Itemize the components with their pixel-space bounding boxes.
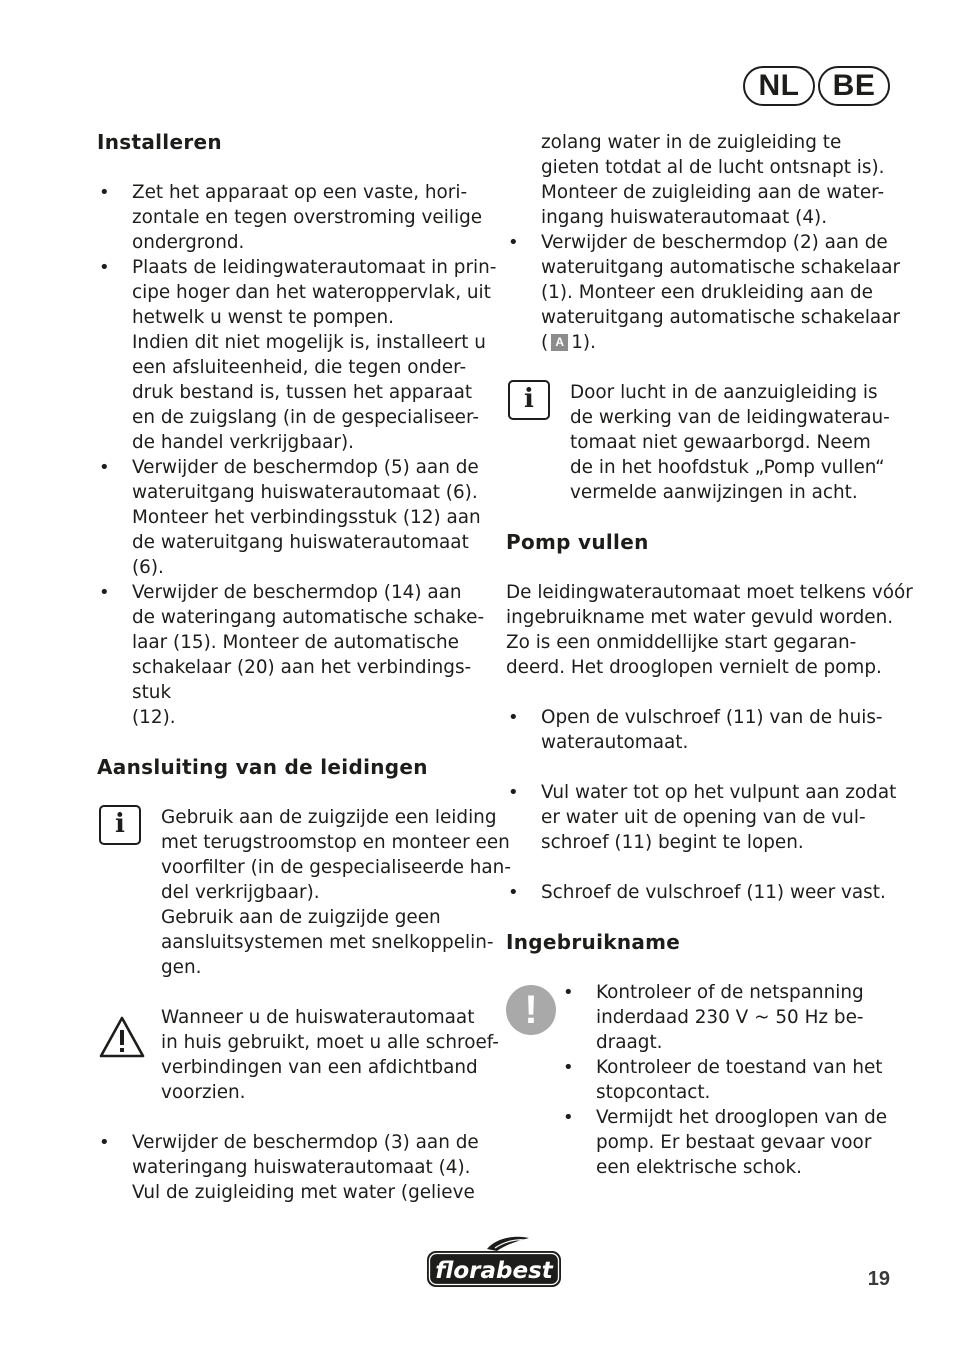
- list-item: [97, 255, 497, 455]
- text-line: een elektrische schok.: [596, 1157, 803, 1178]
- text-line: Indien dit niet mogelijk is, installeert u: [132, 332, 486, 353]
- text-line: pomp. Er bestaat gevaar voor: [596, 1132, 872, 1153]
- text-line: • Open de vulschroef (11) van de huis-: [541, 707, 883, 728]
- text-line: deerd. Het drooglopen vernielt de pomp.: [506, 657, 882, 678]
- exclamation-icon: !: [506, 985, 556, 1035]
- text-line: (6).: [132, 557, 164, 578]
- text-line: stuk: [132, 682, 172, 703]
- text-line: cipe hoger dan het wateroppervlak, uit: [132, 282, 491, 303]
- text-line: zontale en tegen overstroming veilige: [132, 207, 483, 228]
- list-item: [97, 1130, 487, 1205]
- fill-list: [506, 705, 898, 905]
- connection-list: [97, 1130, 487, 1205]
- text-line: • Vul water tot op het vulpunt aan zodat: [541, 782, 897, 803]
- heading-ingebruikname: Ingebruikname: [506, 930, 681, 954]
- warning-note-text: [161, 1005, 499, 1105]
- text-line: • Vermijdt het drooglopen van de: [596, 1107, 888, 1128]
- info-icon: i: [508, 380, 550, 420]
- text-line: • Verwijder de beschermdop (14) aan: [132, 582, 462, 603]
- text-line: hetwelk u wenst te pompen.: [132, 307, 394, 328]
- text-line: een afsluiteenheid, die tegen onder-: [132, 357, 467, 378]
- fill-intro: [506, 580, 913, 680]
- text-line: met terugstroomstop en monteer een: [161, 832, 510, 853]
- text-line: de wateruitgang huiswaterautomaat: [132, 532, 469, 553]
- text-line: • Schroef de vulschroef (11) weer vast.: [541, 882, 886, 903]
- paren-close: 1).: [571, 332, 596, 353]
- info-note-right: [506, 380, 898, 505]
- text-line: Vul de zuigleiding met water (gelieve: [132, 1182, 475, 1203]
- warning-icon: [99, 1015, 145, 1059]
- text-line: (1). Monteer een drukleiding aan de: [541, 282, 873, 303]
- text-line: del verkrijgbaar).: [161, 882, 320, 903]
- info-note-text: [161, 805, 511, 980]
- text-line: zolang water in de zuigleiding te: [541, 132, 842, 153]
- text-line: • Kontroleer of de netspanning: [596, 982, 864, 1003]
- text-line: • Zet het apparaat op een vaste, hori-: [132, 182, 468, 203]
- text-line: verbindingen van een afdichtband: [161, 1057, 478, 1078]
- list-item: [506, 230, 901, 355]
- text-line: Door lucht in de aanzuigleiding is: [570, 382, 878, 403]
- left-column: [97, 130, 511, 1205]
- warning-note: [97, 1005, 499, 1105]
- text-line: draagt.: [596, 1032, 663, 1053]
- list-item: [97, 180, 487, 255]
- text-line: in huis gebruikt, moet u alle schroef-: [161, 1032, 499, 1053]
- heading-installeren: Installeren: [97, 130, 222, 154]
- text-line: inderdaad 230 V ~ 50 Hz be-: [596, 1007, 864, 1028]
- paren-open: (: [541, 332, 549, 353]
- list-item: [561, 980, 898, 1055]
- text-line: tomaat niet gewaarborgd. Neem: [570, 432, 871, 453]
- text-line: druk bestand is, tussen het apparaat: [132, 382, 473, 403]
- text-line: Gebruik aan de zuigzijde een leiding: [161, 807, 497, 828]
- text-line: vermelde aanwijzingen in acht.: [570, 482, 858, 503]
- text-line: laar (15). Monteer de automatische: [132, 632, 459, 653]
- logo-text: florabest: [435, 1258, 553, 1284]
- text-line: aansluitsystemen met snelkoppelin-: [161, 932, 494, 953]
- language-badge-nl: NL: [743, 66, 815, 106]
- text-line: Wanneer u de huiswaterautomaat: [161, 1007, 475, 1028]
- text-line: wateruitgang automatische schakelaar: [541, 307, 901, 328]
- text-line: gieten totdat al de lucht ontsnapt is).: [541, 157, 885, 178]
- text-line: gen.: [161, 957, 202, 978]
- list-item: [97, 580, 487, 730]
- outlet-list: [506, 230, 901, 355]
- text-line: • Verwijder de beschermdop (5) aan de: [132, 457, 479, 478]
- page-number: 19: [867, 1268, 890, 1290]
- info-note-text: [570, 380, 898, 505]
- text-line: wateruitgang automatische schakelaar: [541, 257, 901, 278]
- text-line: (12).: [132, 707, 176, 728]
- list-item: [561, 1055, 898, 1105]
- info-note-left: [97, 805, 511, 980]
- text-line: Gebruik aan de zuigzijde geen: [161, 907, 441, 928]
- text-line: voorzien.: [161, 1082, 246, 1103]
- figure-a-badge: A: [551, 334, 568, 351]
- list-item: [561, 1105, 898, 1180]
- text-line: • Kontroleer de toestand van het: [596, 1057, 883, 1078]
- list-item: [97, 455, 487, 580]
- text-line: schroef (11) begint te lopen.: [541, 832, 804, 853]
- use-warning-block: [506, 980, 898, 1180]
- list-item: [506, 780, 898, 855]
- text-line: wateruitgang huiswaterautomaat (6).: [132, 482, 478, 503]
- text-line: en de zuigslang (in de gespecialiseer-: [132, 407, 479, 428]
- text-line: ondergrond.: [132, 232, 245, 253]
- right-column: [506, 130, 913, 1180]
- text-line: waterautomaat.: [541, 732, 689, 753]
- list-item: [506, 705, 898, 755]
- heading-pomp-vullen: Pomp vullen: [506, 530, 649, 554]
- install-list: [97, 180, 497, 730]
- text-line: schakelaar (20) aan het verbindings-: [132, 657, 472, 678]
- text-line: Zo is een onmiddellijke start gegaran-: [506, 632, 857, 653]
- text-line: De leidingwaterautomaat moet telkens vóór: [506, 582, 913, 603]
- language-badge-be: BE: [818, 66, 890, 106]
- info-icon: i: [99, 805, 141, 845]
- text-line: de in het hoofdstuk „Pomp vullen“: [570, 457, 885, 478]
- text-line: er water uit de opening van de vul-: [541, 807, 866, 828]
- florabest-logo: [425, 1235, 563, 1291]
- continuation-text: [506, 130, 898, 230]
- list-item: [506, 880, 898, 905]
- text-line: ingang huiswaterautomaat (4).: [541, 207, 828, 228]
- use-list: [561, 980, 898, 1180]
- heading-aansluiting: Aansluiting van de leidingen: [97, 755, 428, 779]
- outlet-item-text: [541, 230, 901, 330]
- outlet-item-last-line: [541, 330, 898, 355]
- text-line: • Verwijder de beschermdop (3) aan de: [132, 1132, 479, 1153]
- text-line: wateringang huiswaterautomaat (4).: [132, 1157, 471, 1178]
- text-line: • Plaats de leidingwaterautomaat in prin-: [132, 257, 497, 278]
- text-line: stopcontact.: [596, 1082, 711, 1103]
- text-line: de werking van de leidingwaterau-: [570, 407, 890, 428]
- text-line: voorfilter (in de gespecialiseerde han-: [161, 857, 511, 878]
- text-line: ingebruikname met water gevuld worden.: [506, 607, 894, 628]
- text-line: Monteer de zuigleiding aan de water-: [541, 182, 885, 203]
- text-line: • Verwijder de beschermdop (2) aan de: [541, 232, 888, 253]
- text-line: de wateringang automatische schake-: [132, 607, 485, 628]
- text-line: de handel verkrijgbaar).: [132, 432, 355, 453]
- text-line: Monteer het verbindingsstuk (12) aan: [132, 507, 481, 528]
